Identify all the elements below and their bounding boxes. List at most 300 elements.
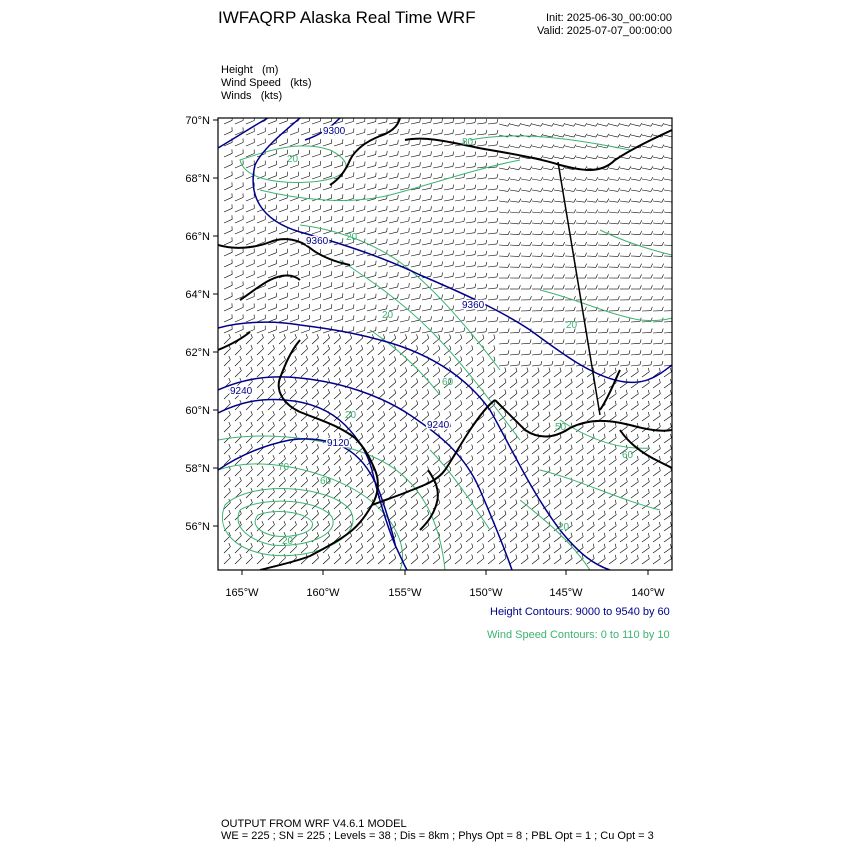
- wind-barb: [499, 522, 506, 532]
- wind-barb: [224, 215, 232, 223]
- wind-barb: [378, 140, 387, 146]
- wind-barb: [378, 477, 385, 487]
- wind-barb: [400, 433, 407, 443]
- wind-barb: [510, 401, 517, 410]
- wind-barb: [378, 162, 387, 168]
- wind-barb: [642, 123, 653, 126]
- wind-barb: [499, 478, 506, 488]
- wind-barb: [257, 554, 264, 564]
- wind-barb: [356, 411, 363, 421]
- wind-barb: [444, 130, 454, 136]
- wind-barb: [565, 339, 575, 344]
- wind-barb: [224, 237, 232, 245]
- lat-tick-label: 64°N: [185, 289, 210, 301]
- wind-barb: [301, 389, 308, 399]
- wind-barb: [466, 544, 473, 554]
- wind-barb: [246, 238, 254, 246]
- wind-barb: [653, 500, 660, 509]
- wind-barb: [279, 411, 286, 421]
- wind-barb: [642, 166, 653, 169]
- wind-barb: [653, 555, 660, 564]
- lon-tick-label: 140°W: [631, 587, 665, 599]
- wind-barb: [664, 199, 675, 203]
- wind-barb: [334, 304, 343, 311]
- wind-barb: [576, 123, 587, 126]
- wind-barb: [400, 510, 407, 520]
- wind-barb: [433, 129, 443, 135]
- wind-barb: [367, 444, 374, 454]
- wind-barb: [499, 489, 506, 499]
- wind-barb: [477, 218, 487, 223]
- wind-barb: [455, 345, 462, 355]
- wind-barb: [389, 228, 398, 234]
- wind-barb: [642, 155, 653, 158]
- wind-barb: [521, 296, 531, 300]
- wind-barb: [598, 274, 609, 278]
- wind-barb: [433, 118, 443, 124]
- model-info-line1: OUTPUT FROM WRF V4.6.1 MODEL: [221, 818, 407, 830]
- wind-barb: [356, 367, 363, 377]
- wind-barb: [466, 511, 473, 521]
- wind-barb: [378, 327, 387, 333]
- wind-barb: [532, 285, 542, 289]
- wind-barb: [312, 216, 321, 223]
- wind-barb: [422, 151, 432, 157]
- wind-barb: [609, 522, 616, 531]
- wind-barb: [444, 240, 454, 246]
- wind-barb: [334, 183, 343, 190]
- wind-barb: [411, 334, 418, 344]
- wind-barb: [389, 356, 396, 366]
- wind-barb: [532, 253, 543, 257]
- wind-barb: [510, 390, 517, 399]
- wind-barb: [466, 262, 476, 267]
- wind-barb: [411, 521, 418, 531]
- wind-barb: [499, 379, 506, 389]
- wind-barb: [477, 207, 487, 212]
- wind-barb: [235, 215, 243, 223]
- wind-barb: [455, 554, 462, 564]
- wind-barb: [433, 261, 443, 267]
- wind-barb: [367, 184, 376, 190]
- wind-barb: [246, 216, 254, 224]
- wind-barb: [510, 285, 520, 289]
- wind-barb: [598, 533, 605, 542]
- wind-barb: [653, 220, 664, 224]
- wind-barb: [400, 250, 409, 256]
- wind-barb: [631, 522, 638, 531]
- wind-barb: [422, 118, 432, 124]
- wind-barb: [235, 193, 243, 201]
- wind-barb: [653, 350, 663, 355]
- wind-barb: [411, 217, 420, 223]
- wind-barb: [246, 260, 254, 268]
- wind-barb: [433, 316, 443, 322]
- wind-barb: [587, 210, 598, 214]
- wind-barb: [642, 456, 649, 465]
- wind-barb: [455, 152, 465, 157]
- wind-barb: [543, 123, 554, 126]
- wind-barb: [367, 422, 374, 432]
- wind-barb: [411, 554, 418, 564]
- wind-barb: [642, 390, 649, 399]
- wind-barb: [422, 334, 429, 344]
- wind-barb: [510, 555, 517, 564]
- wind-barb: [444, 328, 454, 334]
- wind-barb: [235, 466, 241, 476]
- wind-barb: [620, 177, 631, 180]
- wind-barb: [664, 188, 675, 192]
- wind-barb: [499, 145, 510, 148]
- wind-barb: [422, 389, 429, 399]
- wind-barb: [455, 262, 465, 267]
- wind-barb: [268, 345, 275, 355]
- wind-barb: [466, 445, 473, 455]
- wind-barb: [301, 205, 310, 212]
- wind-barb: [345, 543, 352, 553]
- wind-barb: [257, 293, 265, 300]
- wind-barb: [488, 555, 495, 565]
- wind-barb: [268, 326, 276, 333]
- wind-barb: [488, 240, 498, 245]
- wind-barb: [653, 231, 664, 235]
- wind-barb: [653, 434, 660, 443]
- wind-barb: [598, 253, 609, 257]
- wind-barb: [532, 199, 543, 203]
- wind-barb: [257, 183, 265, 190]
- wind-barb: [565, 434, 572, 443]
- wind-barb: [642, 401, 649, 410]
- wind-barb: [510, 188, 521, 192]
- wind-barb: [312, 345, 319, 355]
- wind-barb: [499, 220, 510, 224]
- wind-barb: [268, 315, 276, 322]
- wind-barb: [554, 390, 561, 399]
- wind-barb: [532, 500, 539, 509]
- map-frame: [218, 118, 672, 570]
- wind-barb: [323, 304, 332, 311]
- wind-barb: [323, 293, 332, 300]
- wind-barb: [576, 242, 587, 246]
- wind-barb: [290, 304, 299, 311]
- wind-barb: [422, 455, 429, 465]
- wind-barb: [521, 199, 532, 203]
- wind-barb: [631, 379, 638, 388]
- wind-barb: [257, 499, 264, 509]
- wind-barb: [609, 242, 620, 246]
- wind-barb: [609, 412, 616, 421]
- wind-barb: [257, 326, 265, 333]
- wind-barb: [488, 185, 498, 190]
- wind-barb: [554, 445, 561, 454]
- wind-barb: [301, 128, 310, 135]
- wind-barb: [620, 285, 630, 289]
- wind-barb: [312, 389, 319, 399]
- wind-barb: [598, 329, 608, 334]
- wind-barb: [257, 521, 264, 531]
- wind-barb: [466, 218, 476, 223]
- wind-barb: [224, 356, 230, 366]
- wind-barb: [488, 434, 495, 444]
- wind-barb: [664, 285, 674, 289]
- wind-barb: [521, 307, 531, 311]
- wind-barb: [378, 239, 387, 245]
- wind-barb: [499, 242, 510, 246]
- wind-barb: [466, 185, 476, 190]
- wind-barb: [587, 456, 594, 465]
- wind-barb: [433, 228, 443, 234]
- coastline: [260, 438, 378, 570]
- wind-barb: [576, 231, 587, 235]
- wind-barb: [334, 510, 341, 520]
- wind-barb: [499, 339, 509, 344]
- wind-barb: [653, 478, 660, 487]
- wind-barb: [642, 220, 653, 224]
- wind-barb: [334, 205, 343, 212]
- wind-barb: [587, 123, 598, 126]
- wind-barb: [389, 140, 398, 146]
- wind-barb: [664, 123, 675, 126]
- wind-barb: [543, 489, 550, 498]
- model-info-line2: WE = 225 ; SN = 225 ; Levels = 38 ; Dis = 8km ; Phys Opt = 8 ; PBL Opt = 1 ; Cu Opt = 3: [221, 830, 654, 842]
- wind-barb: [356, 327, 365, 333]
- wind-barb: [664, 555, 671, 564]
- wind-barb: [532, 231, 543, 235]
- wind-barb: [609, 318, 619, 322]
- wind-barb: [576, 307, 586, 311]
- wind-barb: [499, 511, 506, 521]
- wind-barb: [400, 444, 407, 454]
- wind-barb: [290, 139, 299, 146]
- wind-barb: [620, 199, 631, 203]
- wind-barb: [477, 284, 487, 289]
- wind-barb: [378, 367, 385, 377]
- wind-barb: [653, 401, 660, 410]
- wind-barb: [653, 123, 664, 126]
- wind-barb: [279, 334, 286, 344]
- wind-barb: [433, 305, 443, 311]
- wind-barb: [444, 345, 451, 355]
- wind-barb: [598, 134, 609, 137]
- wind-barb: [301, 183, 310, 190]
- wind-barb: [268, 378, 275, 388]
- wind-barb: [532, 544, 539, 553]
- wind-barb: [345, 139, 354, 146]
- wind-barb: [268, 466, 275, 476]
- wind-barb: [257, 227, 265, 234]
- wind-barb: [224, 334, 230, 344]
- wind-barb: [312, 161, 321, 168]
- wind-barb: [642, 350, 652, 355]
- wind-barb: [532, 445, 539, 454]
- wind-barb: [356, 151, 365, 157]
- wind-barb: [224, 422, 230, 432]
- wind-barb: [510, 145, 521, 148]
- wind-barb: [499, 253, 510, 257]
- wind-barb: [290, 444, 297, 454]
- wind-barb: [235, 204, 243, 212]
- wind-barb: [323, 400, 330, 410]
- wind-barb: [290, 389, 297, 399]
- wind-barb: [664, 145, 675, 148]
- wind-barb: [455, 119, 465, 124]
- wind-barb: [587, 350, 597, 355]
- wind-barb: [367, 228, 376, 234]
- wind-barb: [356, 305, 365, 311]
- wind-barb: [488, 218, 498, 223]
- wind-barb: [598, 379, 605, 388]
- wind-barb: [554, 220, 565, 224]
- wind-barb: [301, 172, 310, 179]
- latitude-axis: [185, 115, 218, 533]
- wind-barb: [290, 455, 297, 465]
- wind-barb: [378, 206, 387, 212]
- wind-barb: [631, 285, 641, 289]
- wind-barb: [576, 434, 583, 443]
- wind-barb: [367, 433, 374, 443]
- wind-barb: [631, 274, 642, 278]
- height-label: 9120: [327, 438, 350, 449]
- wind-barb: [543, 210, 554, 214]
- wind-barb: [411, 206, 420, 212]
- wind-barb: [576, 445, 583, 454]
- wind-barb: [620, 544, 627, 553]
- wind-barb: [444, 532, 451, 542]
- wind-barb: [466, 390, 473, 400]
- wind-barb: [554, 199, 565, 203]
- wind-barb: [532, 145, 543, 148]
- wind-barb: [543, 361, 553, 366]
- wind-barb: [488, 346, 495, 356]
- wind-barb: [444, 389, 451, 399]
- wind-barb: [466, 317, 476, 322]
- wind-barb: [466, 335, 473, 345]
- wind-barb: [367, 378, 374, 388]
- wind-barb: [268, 205, 276, 212]
- wind-barb: [620, 210, 631, 214]
- wind-barb: [620, 555, 627, 564]
- wind-barb: [378, 411, 385, 421]
- wind-barb: [345, 128, 354, 135]
- wind-barb: [290, 128, 299, 135]
- wind-barb: [224, 488, 230, 498]
- wind-barb: [510, 544, 517, 553]
- wind-barb: [609, 350, 619, 355]
- wind-barb: [257, 356, 264, 366]
- wind-barb: [642, 264, 653, 268]
- lat-tick-label: 70°N: [185, 115, 210, 127]
- wind-barb: [587, 522, 594, 531]
- wind-barb: [598, 544, 605, 553]
- wind-barb: [664, 231, 675, 235]
- wind-barb: [466, 401, 473, 411]
- wind-barb: [642, 307, 652, 311]
- wind-barb: [400, 140, 409, 146]
- wind-barb: [521, 253, 532, 257]
- lon-tick-label: 150°W: [469, 587, 503, 599]
- wind-barb: [532, 368, 539, 377]
- wind-barb: [400, 195, 409, 201]
- coastline: [405, 130, 672, 170]
- wind-barb: [554, 368, 561, 377]
- wind-barb: [477, 467, 484, 477]
- wind-barb: [620, 390, 627, 399]
- wind-barb: [312, 282, 321, 289]
- wind-barb: [576, 511, 583, 520]
- wind-barb: [400, 162, 409, 168]
- wind-barb: [620, 489, 627, 498]
- wind-barb: [565, 412, 572, 421]
- wind-barb: [224, 182, 232, 190]
- height-contour: [218, 377, 512, 570]
- wind-barb: [609, 401, 616, 410]
- wind-barb: [235, 270, 243, 278]
- wind-barb: [653, 390, 660, 399]
- wind-barb: [235, 325, 243, 333]
- wind-barb: [521, 242, 532, 246]
- wind-barb: [598, 155, 609, 158]
- wind-barb: [268, 488, 275, 498]
- wind-barb: [631, 134, 642, 137]
- wind-barb: [235, 226, 243, 234]
- wind-barb: [576, 188, 587, 192]
- wind-barb: [488, 317, 498, 322]
- wind-barb: [433, 162, 443, 168]
- wind-barb: [312, 367, 319, 377]
- wind-barb: [609, 253, 620, 257]
- wind-barb: [400, 367, 407, 377]
- wind-barb: [433, 184, 443, 190]
- wind-barb: [532, 412, 539, 421]
- wind-barb: [279, 172, 287, 179]
- wind-barb: [653, 544, 660, 553]
- wind-barb: [312, 554, 319, 564]
- wind-barb: [422, 488, 429, 498]
- wind-barb: [290, 315, 299, 322]
- wind-barb: [587, 231, 598, 235]
- wind-barb: [356, 400, 363, 410]
- wind-barb: [620, 379, 627, 388]
- wind-barb: [356, 316, 365, 322]
- wind-barb: [587, 318, 597, 322]
- wind-barb: [246, 194, 254, 202]
- wind-barb: [565, 177, 576, 180]
- wind-barb: [587, 274, 598, 278]
- wind-barb: [653, 264, 664, 268]
- wind-barb: [620, 134, 631, 137]
- wind-barb: [653, 166, 664, 169]
- wind-barb: [257, 367, 264, 377]
- wind-barb: [323, 315, 332, 322]
- wind-barb: [543, 368, 550, 377]
- wind-barb: [609, 285, 619, 289]
- wind-barb: [598, 177, 609, 180]
- wind-barb: [499, 318, 509, 322]
- wind-barb: [642, 145, 653, 148]
- wind-barb: [587, 412, 594, 421]
- wind-barb: [642, 199, 653, 203]
- wind-barb: [565, 188, 576, 192]
- wind-barb: [565, 489, 572, 498]
- wind-barb: [664, 478, 671, 487]
- wind-barb: [323, 216, 332, 223]
- wind-barb: [466, 555, 473, 565]
- wind-barb: [224, 171, 232, 179]
- wind-barb: [653, 210, 664, 214]
- wind-barb: [433, 151, 443, 157]
- wind-barb: [246, 477, 252, 487]
- wind-barb: [587, 500, 594, 509]
